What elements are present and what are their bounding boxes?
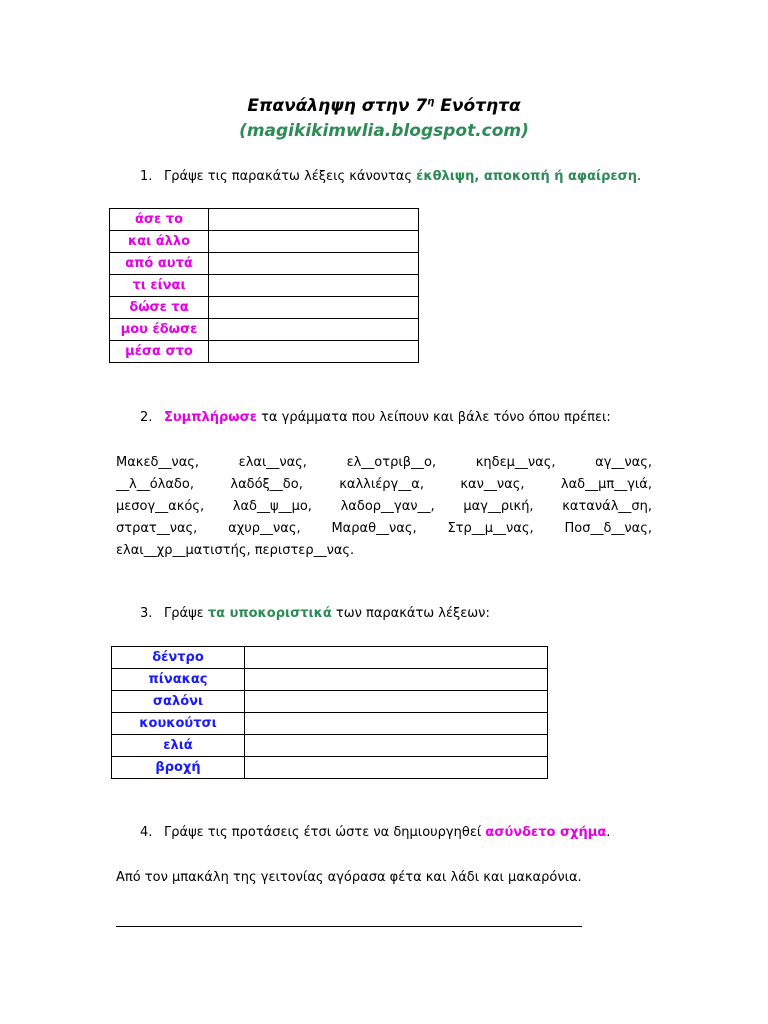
fill-line: __λ__όλαδο, λαδόξ__δο, καλλιέργ__α, καν__νας, λαδ__μπ__γιά, xyxy=(116,477,652,492)
table-row xyxy=(110,275,419,297)
table-row xyxy=(112,757,548,779)
table-row xyxy=(112,735,548,757)
word-cell: σαλόνι xyxy=(112,691,245,713)
question-2: 2. Συμπλήρωσε τα γράμματα που λείπουν και βάλε τόνο όπου πρέπει: xyxy=(140,410,611,425)
word-cell: βροχή xyxy=(112,757,245,779)
table-row xyxy=(112,691,548,713)
fill-line: στρατ__νας, αχυρ__νας, Μαραθ__νας, Στρ__μ__νας, Ποσ__δ__νας, xyxy=(116,521,652,536)
table-row xyxy=(110,231,419,253)
word-cell: τι είναι xyxy=(110,275,209,297)
word-cell: πίνακας xyxy=(112,669,245,691)
answer-cell[interactable] xyxy=(245,757,548,779)
word-cell: από αυτά xyxy=(110,253,209,275)
q1-table xyxy=(109,208,419,363)
answer-cell[interactable] xyxy=(245,691,548,713)
table-row xyxy=(112,669,548,691)
answer-cell[interactable] xyxy=(209,231,419,253)
answer-cell[interactable] xyxy=(209,319,419,341)
table-row xyxy=(112,713,548,735)
page-title: Επανάληψη στην $7^\eta$ Ενότητα xyxy=(247,96,521,116)
q3-table xyxy=(111,646,548,779)
answer-cell[interactable] xyxy=(209,253,419,275)
table-row xyxy=(112,647,548,669)
answer-cell[interactable] xyxy=(245,713,548,735)
word-cell: δέντρο xyxy=(112,647,245,669)
fill-line: Μακεδ__νας, ελαι__νας, ελ__οτριβ__ο, κηδεμ__νας, αγ__νας, xyxy=(116,455,652,470)
word-cell: κουκούτσι xyxy=(112,713,245,735)
table-row xyxy=(110,319,419,341)
answer-cell[interactable] xyxy=(245,647,548,669)
word-cell: άσε το xyxy=(110,209,209,231)
fill-in-text xyxy=(116,452,652,562)
fill-line: μεσογ__ακός, λαδ__ψ__μο, λαδορ__γαν__, μαγ__ρική, κατανάλ__ση, xyxy=(116,499,652,514)
table-row xyxy=(110,297,419,319)
question-4: 4. Γράψε τις προτάσεις έτσι ώστε να δημιουργηθεί ασύνδετο σχήμα. xyxy=(140,825,611,840)
fill-line: ελαι__χρ__ματιστής, περιστερ__νας. xyxy=(116,543,355,558)
answer-cell[interactable] xyxy=(209,209,419,231)
answer-cell[interactable] xyxy=(209,275,419,297)
word-cell: δώσε τα xyxy=(110,297,209,319)
table-row xyxy=(110,341,419,363)
question-3: 3. Γράψε τα υποκοριστικά των παρακάτω λέξεων: xyxy=(140,606,490,621)
page-subtitle: (magikikimwlia.blogspot.com) xyxy=(239,121,529,141)
answer-cell[interactable] xyxy=(245,735,548,757)
answer-line xyxy=(116,918,582,927)
table-row xyxy=(110,253,419,275)
answer-cell[interactable] xyxy=(209,341,419,363)
question-1: 1. Γράψε τις παρακάτω λέξεις κάνοντας έκθλιψη, αποκοπή ή αφαίρεση. xyxy=(140,169,642,184)
word-cell: και άλλο xyxy=(110,231,209,253)
word-cell: μέσα στο xyxy=(110,341,209,363)
answer-cell[interactable] xyxy=(245,669,548,691)
word-cell: μου έδωσε xyxy=(110,319,209,341)
table-row xyxy=(110,209,419,231)
answer-cell[interactable] xyxy=(209,297,419,319)
word-cell: ελιά xyxy=(112,735,245,757)
q4-sentence: Από τον μπακάλη της γειτονίας αγόρασα φέτα και λάδι και μακαρόνια. xyxy=(116,870,582,885)
